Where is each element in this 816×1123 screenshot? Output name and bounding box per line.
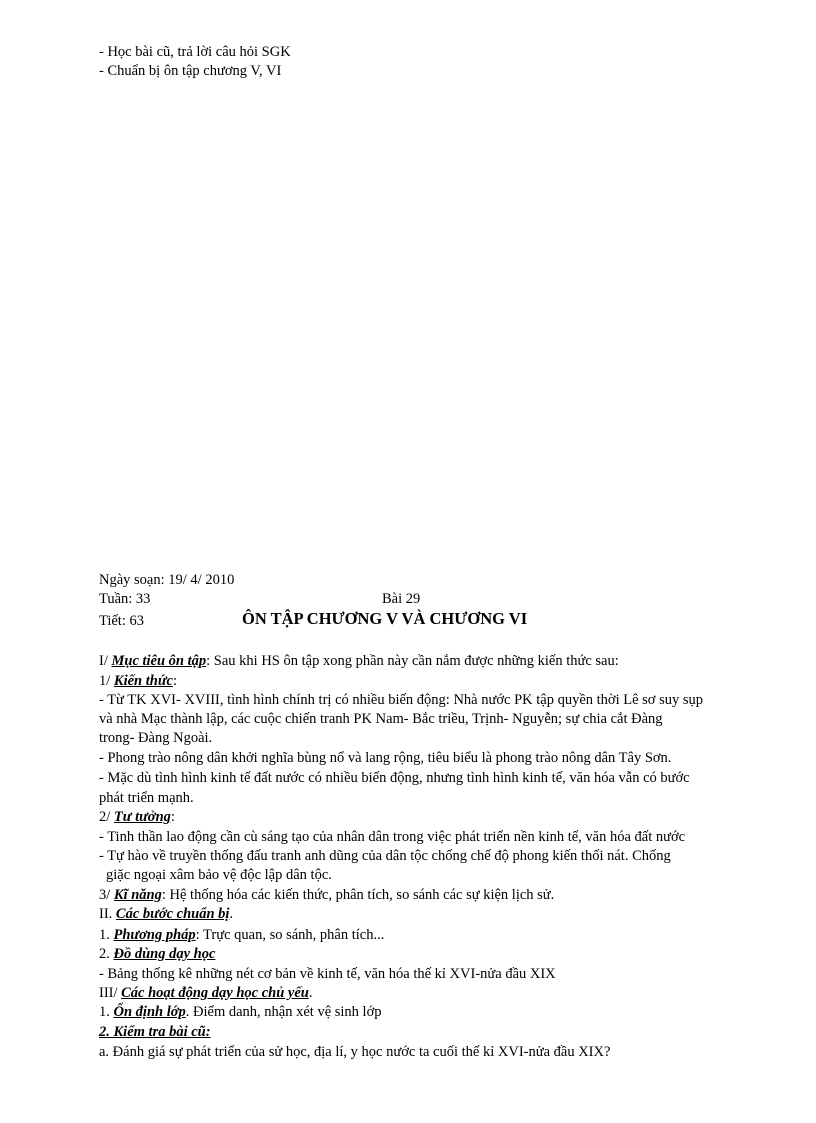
- lesson-number: Bài 29: [382, 591, 421, 607]
- subsection-text: : Trực quan, so sánh, phân tích...: [195, 927, 385, 943]
- homework-line-1: - Học bài cũ, trả lời câu hỏi SGK: [99, 44, 291, 60]
- knowledge-p1-line1: - Từ TK XVI- XVIII, tình hình chính trị có nhiều biến động: Nhà nước PK tập quyền thời Lê sơ suy sụp: [99, 692, 704, 708]
- section-heading: Các bước chuẩn bị: [115, 906, 230, 922]
- attitude-p1: - Tinh thần lao động cần cù sáng tạo của nhân dân trong việc phát triển nền kinh tế, văn hóa đất nước: [99, 829, 686, 845]
- section-heading: Mục tiêu ôn tập: [111, 653, 207, 669]
- section-activities: [99, 984, 312, 1003]
- knowledge-p3-line1: - Mặc dù tình hình kinh tế đất nước có nhiều biến động, nhưng tình hình kinh tế, văn hóa vẫn có bước: [99, 770, 690, 786]
- subsection-text: : Hệ thống hóa các kiến thức, phân tích, so sánh các sự kiện lịch sử.: [161, 887, 555, 903]
- subsection-number: 2/: [99, 809, 114, 825]
- subsection-heading: Kiến thức: [113, 673, 173, 689]
- subsection-suffix: :: [172, 673, 177, 689]
- subsection-heading: Kĩ năng: [113, 887, 162, 903]
- section-suffix: .: [229, 906, 234, 922]
- section-number: II.: [99, 906, 116, 922]
- knowledge-p2: - Phong trào nông dân khởi nghĩa bùng nổ và lang rộng, tiêu biểu là phong trào nông dân Tây Sơn.: [99, 750, 672, 766]
- subsection-knowledge: [99, 672, 177, 691]
- section-preparation: [99, 905, 233, 924]
- section-objectives: [99, 652, 619, 671]
- subsection-number: 2.: [99, 946, 114, 962]
- subsection-review: [99, 1023, 211, 1042]
- subsection-number: 1/: [99, 673, 114, 689]
- review-question-a: a. Đánh giá sự phát triển của sử học, địa lí, y học nước ta cuối thế kỉ XVI-nửa đầu XIX?: [99, 1044, 611, 1060]
- knowledge-p1-line3: trong- Đàng Ngoài.: [99, 730, 213, 746]
- prep-date: Ngày soạn: 19/ 4/ 2010: [99, 572, 235, 588]
- homework-line-2: - Chuẩn bị ôn tập chương V, VI: [99, 63, 282, 79]
- attitude-p2-line1: - Tự hào về truyền thống đấu tranh anh dũng của dân tộc chống chế độ phong kiến thối nát. Chống: [99, 848, 671, 864]
- subsection-heading: Đồ dùng dạy học: [113, 946, 216, 962]
- subsection-heading: 2. Kiểm tra bài cũ:: [99, 1024, 211, 1040]
- subsection-skills: [99, 886, 554, 905]
- subsection-heading: Phương pháp: [113, 927, 196, 943]
- subsection-number: 1.: [99, 1004, 114, 1020]
- page-title: ÔN TẬP CHƯƠNG V VÀ CHƯƠNG VI: [242, 609, 528, 628]
- knowledge-p3-line2: phát triển mạnh.: [99, 790, 194, 806]
- subsection-heading: Ổn định lớp: [113, 1004, 186, 1020]
- section-text: : Sau khi HS ôn tập xong phần này cần nắm được những kiến thức sau:: [206, 653, 619, 669]
- section-number: III/: [99, 985, 122, 1001]
- subsection-materials: [99, 945, 215, 964]
- subsection-number: 1.: [99, 927, 114, 943]
- section-heading: Các hoạt động dạy học chủ yếu: [121, 985, 309, 1001]
- subsection-suffix: :: [170, 809, 175, 825]
- attitude-p2-line2: giặc ngoại xâm bảo vệ độc lập dân tộc.: [106, 867, 332, 883]
- week: Tuần: 33: [99, 591, 151, 607]
- period: Tiết: 63: [99, 613, 144, 629]
- subsection-method: [99, 926, 384, 945]
- knowledge-p1-line2: và nhà Mạc thành lập, các cuộc chiến tranh PK Nam- Bắc triều, Trịnh- Nguyễn; sự chia cắt Đàng: [99, 711, 663, 727]
- section-suffix: .: [308, 985, 313, 1001]
- subsection-heading: Tư tưởng: [113, 809, 171, 825]
- subsection-class-setup: [99, 1003, 382, 1022]
- section-number: I/: [99, 653, 112, 669]
- materials-item: - Bảng thống kê những nét cơ bản về kinh tế, văn hóa thế kỉ XVI-nửa đầu XIX: [99, 966, 556, 982]
- subsection-number: 3/: [99, 887, 114, 903]
- subsection-text: . Điểm danh, nhận xét vệ sinh lớp: [185, 1004, 382, 1020]
- subsection-attitude: [99, 808, 175, 827]
